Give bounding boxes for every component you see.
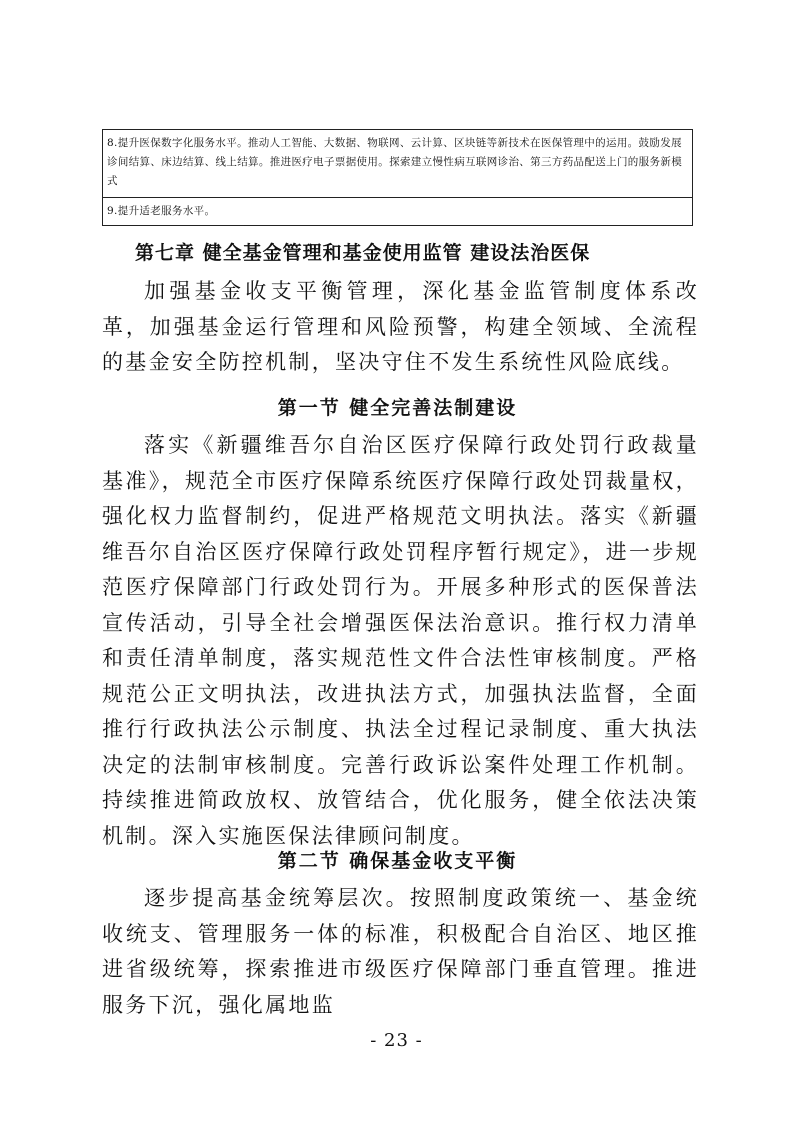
section-1-title: 第一节 健全完善法制建设 — [277, 397, 518, 419]
table-row: 9.提升适老服务水平。 — [107, 205, 216, 217]
section-2-paragraph: 逐步提高基金统筹层次。按照制度政策统一、基金统收统支、管理服务一体的标准，积极配合自治区、地区推进省级统筹，探索推进市级医疗保障部门垂直管理。推进服务下沉，强化属地监 — [102, 886, 699, 1017]
page-number: - 23 - — [370, 1030, 423, 1051]
chapter-title: 第七章 健全基金管理和基金使用监管 建设法治医保 — [135, 242, 591, 264]
measures-table — [102, 129, 693, 226]
table-row: 8.提升医保数字化服务水平。推动人工智能、大数据、物联网、云计算、区块链等新技术在医保管理中的运用。鼓励发展诊间结算、床边结算、线上结算。推进医疗电子票据使用。探索建立慢性病互联网诊治、第三方药品配送上门的服务新模式 — [103, 130, 692, 198]
chapter-intro-paragraph: 加强基金收支平衡管理，深化基金监管制度体系改革，加强基金运行管理和风险预警，构建全领域、全流程的基金安全防控机制，坚决守住不发生系统性风险底线。 — [102, 279, 699, 374]
section-2-title: 第二节 确保基金收支平衡 — [277, 850, 518, 872]
section-1-paragraph: 落实《新疆维吾尔自治区医疗保障行政处罚行政裁量基准》，规范全市医疗保障系统医疗保障行政处罚裁量权，强化权力监督制约，促进严格规范文明执法。落实《新疆维吾尔自治区医疗保障行政处罚程序暂行规定》，进一步规范医疗保障部门行政处罚行为。开展多种形式的医保普法宣传活动，引导全社会增强医保法治意识。推行权力清单和责任清单制度，落实规范性文件合法性审核制度。严格规范公正文明执法，改进执法方式，加强执法监督，全面推行行政执法公示制度、执法全过程记录制度、重大执法决定的法制审核制度。完善行政诉讼案件处理工作机制。持续推进简政放权、放管结合，优化服务，健全依法决策机制。深入实施医保法律顾问制度。 — [102, 433, 699, 848]
